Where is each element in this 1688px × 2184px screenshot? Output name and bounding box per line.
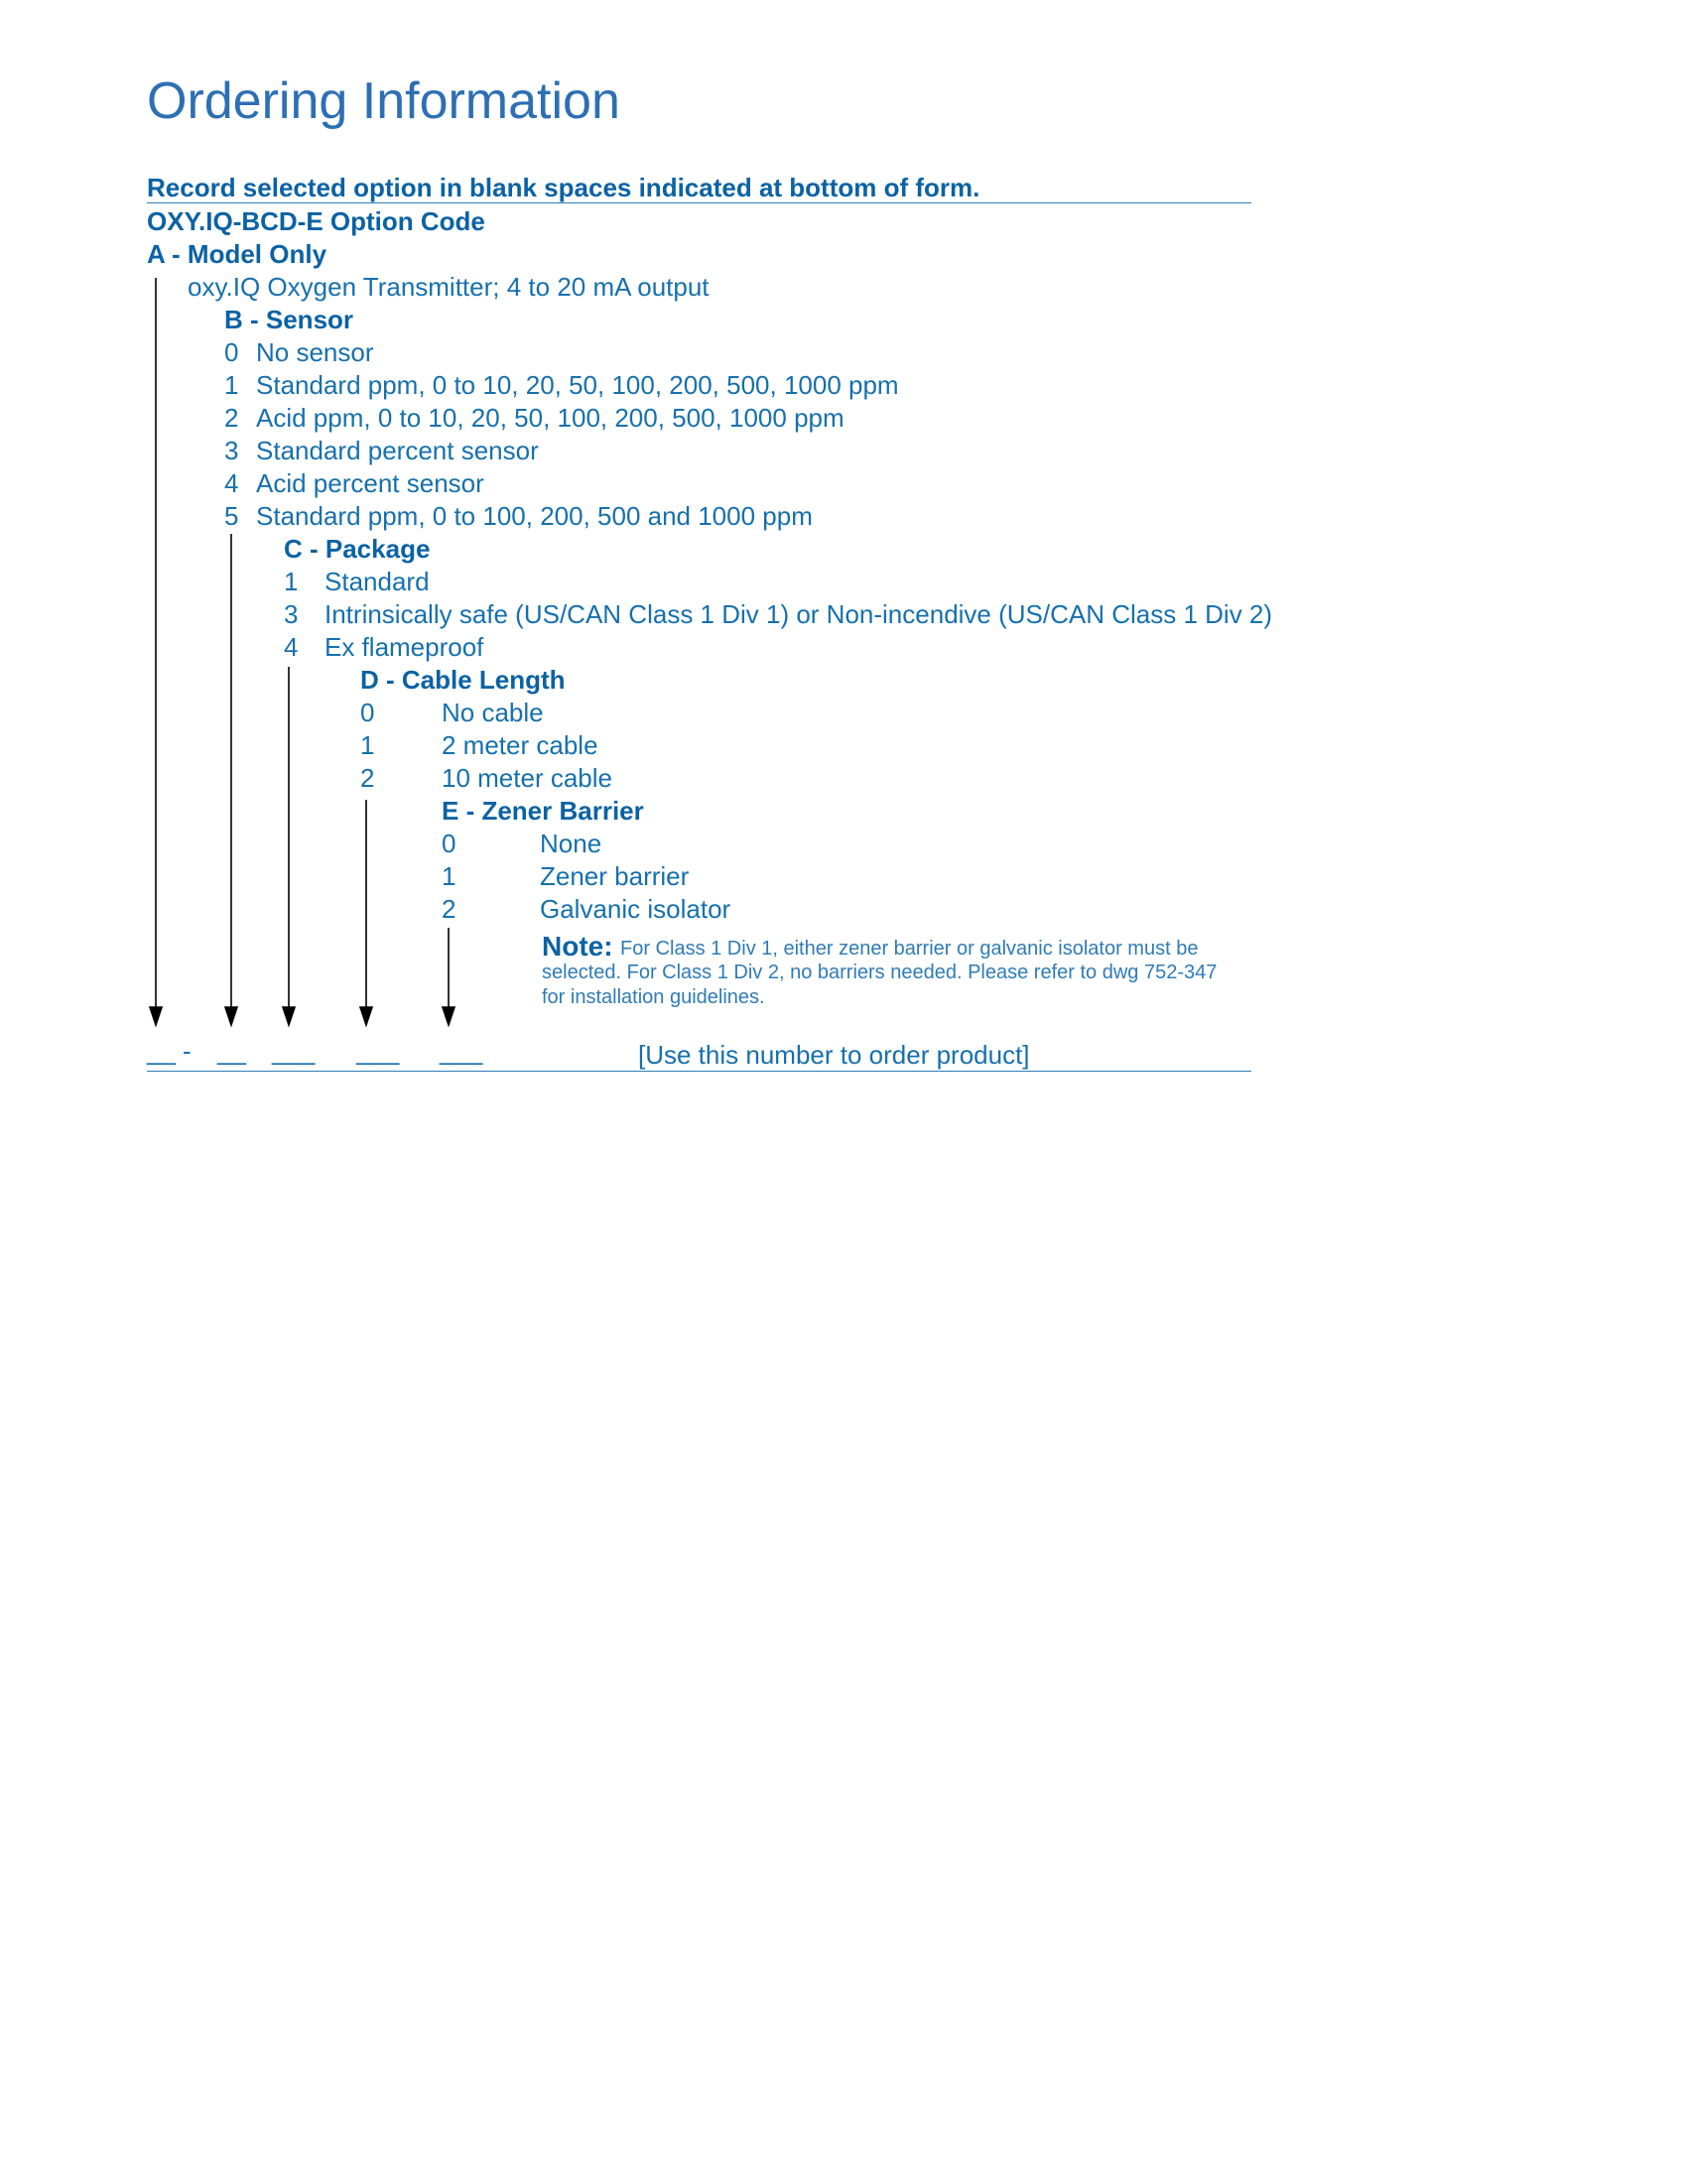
section-a-description: oxy.IQ Oxygen Transmitter; 4 to 20 mA output bbox=[188, 272, 710, 302]
option-label: Acid ppm, 0 to 10, 20, 50, 100, 200, 500, 1000 ppm bbox=[256, 403, 844, 433]
option-label: 2 meter cable bbox=[442, 730, 598, 760]
option-code: 3 bbox=[284, 599, 299, 629]
option-code: 1 bbox=[442, 861, 456, 891]
blank-e: ___ bbox=[440, 1036, 483, 1066]
option-code: 2 bbox=[224, 403, 239, 433]
note-text-line1: For Class 1 Div 1, either zener barrier or galvanic isolator must be bbox=[620, 938, 1199, 960]
option-code: 1 bbox=[284, 567, 299, 596]
option-label: Standard ppm, 0 to 100, 200, 500 and 1000 ppm bbox=[256, 501, 813, 531]
section-c-heading: C - Package bbox=[284, 534, 431, 564]
blank-b: __ bbox=[217, 1036, 246, 1066]
option-label: Zener barrier bbox=[540, 861, 690, 891]
note-text-line2: selected. For Class 1 Div 2, no barriers needed. Please refer to dwg 752-347 bbox=[542, 962, 1218, 983]
option-label: Galvanic isolator bbox=[540, 894, 731, 924]
blank-c: ___ bbox=[272, 1036, 316, 1066]
arrow-b-head bbox=[225, 1007, 237, 1025]
instruction-text: Record selected option in blank spaces indicated at bottom of form. bbox=[147, 173, 980, 202]
dash: - bbox=[183, 1036, 192, 1066]
section-e-heading: E - Zener Barrier bbox=[442, 796, 644, 826]
arrow-c-head bbox=[283, 1007, 295, 1025]
option-code-heading: OXY.IQ-BCD-E Option Code bbox=[147, 206, 485, 236]
option-code: 2 bbox=[360, 763, 375, 793]
option-code: 1 bbox=[224, 370, 239, 400]
section-a-heading: A - Model Only bbox=[147, 239, 327, 269]
option-label: Standard percent sensor bbox=[256, 436, 539, 465]
option-label: Standard bbox=[325, 567, 430, 596]
option-code: 1 bbox=[360, 730, 375, 760]
option-code: 0 bbox=[224, 337, 239, 367]
option-code: 5 bbox=[224, 501, 239, 531]
arrow-d-head bbox=[360, 1007, 372, 1025]
arrow-e-head bbox=[443, 1007, 454, 1025]
blank-d: ___ bbox=[356, 1036, 400, 1066]
option-code: 0 bbox=[360, 698, 375, 727]
order-line-divider bbox=[147, 1071, 1251, 1072]
blank-a: __ bbox=[147, 1036, 176, 1066]
section-b-heading: B - Sensor bbox=[224, 305, 354, 334]
option-label: No sensor bbox=[256, 337, 374, 367]
option-code: 2 bbox=[442, 894, 456, 924]
note-label: Note: bbox=[542, 931, 613, 962]
section-d-heading: D - Cable Length bbox=[360, 665, 566, 695]
option-label: No cable bbox=[442, 698, 544, 727]
option-label: Acid percent sensor bbox=[256, 468, 484, 498]
order-caption: [Use this number to order product] bbox=[638, 1040, 1030, 1070]
note-text-line3: for installation guidelines. bbox=[542, 986, 765, 1008]
option-label: Intrinsically safe (US/CAN Class 1 Div 1) or Non-incendive (US/CAN Class 1 Div 2) bbox=[325, 599, 1273, 629]
option-code: 0 bbox=[442, 829, 456, 858]
option-label: None bbox=[540, 829, 602, 858]
option-code: 4 bbox=[284, 632, 299, 662]
page-title: Ordering Information bbox=[147, 72, 620, 130]
arrow-a-head bbox=[150, 1007, 162, 1025]
option-code: 3 bbox=[224, 436, 239, 465]
option-code: 4 bbox=[224, 468, 239, 498]
option-label: 10 meter cable bbox=[442, 763, 612, 793]
option-label: Standard ppm, 0 to 10, 20, 50, 100, 200, 500, 1000 ppm bbox=[256, 370, 899, 400]
option-label: Ex flameproof bbox=[325, 632, 484, 662]
